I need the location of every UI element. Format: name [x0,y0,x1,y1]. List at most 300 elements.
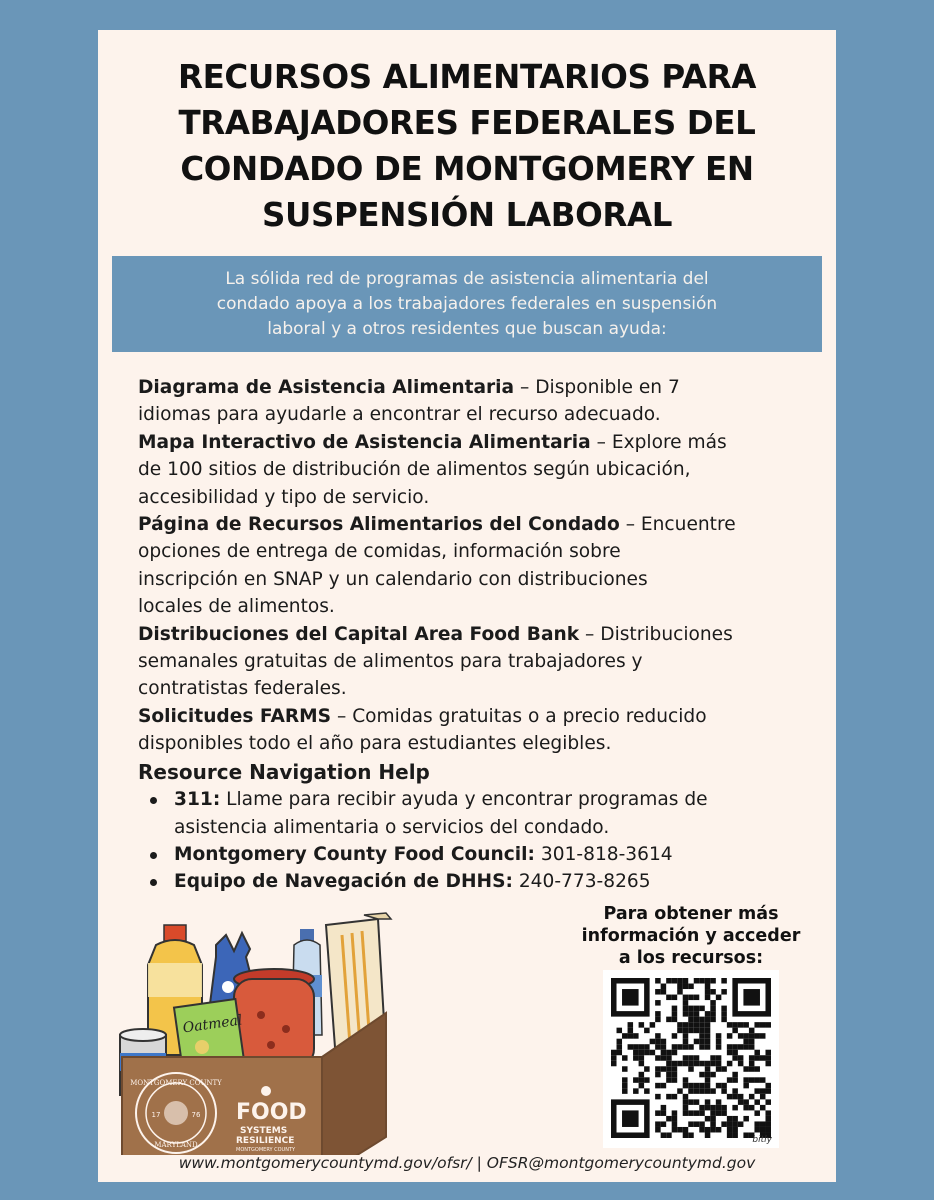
qr-module [743,1105,749,1111]
qr-code[interactable] [603,970,779,1148]
qr-module [633,1055,639,1061]
qr-module [765,1110,771,1116]
qr-module [655,1127,661,1133]
qr-module [683,995,689,1001]
qr-module [716,1044,722,1050]
qr-module [732,1028,738,1034]
qr-module [655,1000,661,1006]
qr-module [694,1028,700,1034]
qr-module [727,1077,733,1083]
qr-module [683,978,689,984]
resource-item [138,621,818,703]
qr-module [705,1022,711,1028]
qr-module [694,1088,700,1094]
qr-module [688,1061,694,1067]
qr-module [672,978,678,984]
qr-module [688,1110,694,1116]
qr-module [694,1121,700,1127]
qr-module [655,1017,661,1023]
qr-module [677,984,683,990]
qr-module [672,1077,678,1083]
qr-module [633,1077,639,1083]
qr-module [721,1066,727,1072]
qr-module [622,1088,628,1094]
qr-module [732,1044,738,1050]
qr-module [688,1028,694,1034]
qr-module [743,1132,749,1138]
qr-module [760,1088,766,1094]
help-text: Llame para recibir ayuda y encontrar programas de [220,789,708,811]
seal-bottom-text: MARYLAND [154,1141,198,1149]
qr-module [721,1017,727,1023]
qr-module [633,1044,639,1050]
qr-module [727,1033,733,1039]
qr-module [699,1088,705,1094]
qr-module [754,1099,760,1105]
qr-module [688,1083,694,1089]
qr-module [738,1121,744,1127]
qr-module [721,1121,727,1127]
qr-module [743,1039,749,1045]
qr-module [705,989,711,995]
help-text-line: asistencia alimentaria o servicios del condado. [174,816,610,838]
qr-module [743,1066,749,1072]
help-phone[interactable]: 240-773-8265 [512,871,651,893]
qr-module [705,1077,711,1083]
seal-year-left: 17 [151,1111,161,1119]
qr-module [699,1105,705,1111]
qr-module [710,1105,716,1111]
footer-contact[interactable]: www.montgomerycountymd.gov/ofsr/ | OFSR@montgomerycountymd.gov [178,1154,756,1172]
qr-module [749,1061,755,1067]
resource-name[interactable]: Mapa Interactivo de Asistencia Alimentaria [138,431,591,453]
qr-module [705,1127,711,1133]
qr-module [765,1088,771,1094]
qr-module [672,1066,678,1072]
qr-module [661,1121,667,1127]
resource-desc-line: contratistas federales. [138,678,347,700]
qr-module [716,1055,722,1061]
qr-module [743,1116,749,1122]
qr-module [683,984,689,990]
resource-desc-line: accesibilidad y tipo de servicio. [138,486,430,508]
qr-module [666,1061,672,1067]
qr-module [644,1044,650,1050]
qr-module [699,1033,705,1039]
logo-sub: MONTGOMERY COUNTY [236,1147,296,1153]
qr-module [727,1121,733,1127]
qr-module [683,1011,689,1017]
qr-module [694,1099,700,1105]
qr-module [628,1022,634,1028]
qr-module [727,1116,733,1122]
qr-module [699,978,705,984]
qr-module [732,1094,738,1100]
qr-module [683,1055,689,1061]
qr-module [683,1033,689,1039]
qr-module [727,1127,733,1133]
qr-module [754,1077,760,1083]
qr-module [639,1022,645,1028]
qr-module [765,1116,771,1122]
qr-module [760,1077,766,1083]
qr-module [683,1000,689,1006]
qr-module [699,1072,705,1078]
resource-name[interactable]: Distribuciones del Capital Area Food Bank [138,623,580,645]
help-label: Equipo de Navegación de DHHS: [174,871,513,893]
qr-module [743,1022,749,1028]
qr-module [721,1105,727,1111]
oatmeal-label: Oatmeal [181,1012,244,1037]
qr-module [705,1011,711,1017]
qr-module [710,1121,716,1127]
qr-module [661,1066,667,1072]
qr-module [727,1094,733,1100]
qr-module [639,1055,645,1061]
qr-module [633,1033,639,1039]
qr-module [688,1121,694,1127]
qr-module [639,1044,645,1050]
help-item [138,868,818,895]
qr-module [666,1017,672,1023]
qr-module [666,1116,672,1122]
qr-module [683,1105,689,1111]
qr-module [655,1072,661,1078]
qr-module [710,1072,716,1078]
qr-module [716,1039,722,1045]
help-list [138,786,818,896]
qr-module [699,1017,705,1023]
title-line: TRABAJADORES FEDERALES DEL [178,104,756,142]
qr-module [760,1094,766,1100]
qr-module [705,984,711,990]
resource-item [138,511,818,621]
qr-module [743,1077,749,1083]
qr-module [688,995,694,1001]
qr-module [749,1033,755,1039]
qr-module [754,1121,760,1127]
qr-module [760,1105,766,1111]
qr-module [622,1083,628,1089]
qr-module [661,1044,667,1050]
qr-module [710,1116,716,1122]
resource-desc-line: de 100 sitios de distribución de alimentos según ubicación, [138,459,691,481]
qr-module [639,1072,645,1078]
qr-module [699,1006,705,1012]
qr-module [661,984,667,990]
qr-module [705,1099,711,1105]
qr-module [688,1011,694,1017]
qr-module [650,1022,656,1028]
qr-module [666,995,672,1001]
qr-module [705,978,711,984]
qr-module [677,989,683,995]
qr-module [661,1132,667,1138]
qr-module [672,1116,678,1122]
qr-module [754,1055,760,1061]
title-line: CONDADO DE MONTGOMERY EN [180,150,754,188]
qr-module [749,1039,755,1045]
qr-module [672,1121,678,1127]
qr-module [727,1061,733,1067]
qr-module [710,1017,716,1023]
qr-module [622,1066,628,1072]
qr-module [672,1072,678,1078]
resource-item [138,429,818,511]
qr-module [633,1088,639,1094]
qr-module [672,1044,678,1050]
qr-module [705,1072,711,1078]
qr-module [743,1044,749,1050]
qr-module [732,1055,738,1061]
resource-list [138,374,818,896]
page-title [98,54,836,238]
qr-module [716,1066,722,1072]
qr-module [721,978,727,984]
qr-module [705,1033,711,1039]
qr-module [644,1066,650,1072]
qr-module [644,1050,650,1056]
qr-brand: bitly [752,1135,772,1145]
qr-module [754,1066,760,1072]
qr-module [655,1044,661,1050]
qr-module [754,1033,760,1039]
resource-desc: – Explore más [590,431,727,453]
qr-module [666,1050,672,1056]
qr-module [732,1105,738,1111]
qr-module [655,1094,661,1100]
qr-module [666,1072,672,1078]
qr-module [672,995,678,1001]
qr-module [661,1055,667,1061]
qr-module [716,1033,722,1039]
qr-module [683,1083,689,1089]
qr-module [622,989,639,1006]
qr-module [666,1132,672,1138]
qr-module [688,984,694,990]
qr-module [721,1110,727,1116]
qr-module [765,1099,771,1105]
qr-caption-line: Para obtener más [603,904,779,924]
qr-module [666,1077,672,1083]
qr-module [694,1006,700,1012]
qr-module [639,1050,645,1056]
qr-module [655,1121,661,1127]
resource-desc: – Disponible en 7 [514,377,680,398]
qr-module [760,1127,766,1133]
title-line: RECURSOS ALIMENTARIOS PARA [178,58,756,96]
qr-module [705,1132,711,1138]
qr-module [683,1044,689,1050]
qr-module [661,1083,667,1089]
resource-name[interactable]: Página de Recursos Alimentarios del Condado [138,514,620,536]
qr-module [683,1061,689,1067]
qr-module [672,1050,678,1056]
qr-module [732,1132,738,1138]
qr-module [694,1061,700,1067]
qr-module [677,978,683,984]
qr-module [683,1127,689,1133]
qr-module [754,1022,760,1028]
qr-module [655,978,661,984]
qr-module [683,1039,689,1045]
qr-module [622,1077,628,1083]
qr-module [710,1110,716,1116]
qr-module [688,1055,694,1061]
qr-module [683,1077,689,1083]
qr-module [765,1083,771,1089]
resource-name[interactable]: Solicitudes FARMS [138,705,332,727]
qr-module [677,1127,683,1133]
qr-module [617,1039,623,1045]
title-line: SUSPENSIÓN LABORAL [261,196,673,234]
qr-module [699,1083,705,1089]
qr-module [732,1050,738,1056]
jar-icon [234,969,314,1067]
qr-module [710,1088,716,1094]
qr-module [655,1055,661,1061]
qr-module [749,1066,755,1072]
qr-module [705,1061,711,1067]
qr-module [743,989,760,1006]
qr-module [688,1017,694,1023]
qr-module [672,1061,678,1067]
qr-module [716,1061,722,1067]
qr-module [710,1127,716,1133]
qr-module [721,1083,727,1089]
qr-module [666,1055,672,1061]
qr-module [699,1039,705,1045]
help-label: 311: [174,789,221,811]
qr-module [732,1121,738,1127]
qr-module [749,1044,755,1050]
qr-module [672,1094,678,1100]
qr-module [738,1055,744,1061]
qr-module [661,1050,667,1056]
qr-module [644,1088,650,1094]
qr-module [683,1006,689,1012]
qr-module [705,1039,711,1045]
qr-module [738,1022,744,1028]
qr-module [694,978,700,984]
qr-module [688,1088,694,1094]
qr-module [672,1110,678,1116]
qr-module [688,1006,694,1012]
qr-module [655,1066,661,1072]
qr-caption-line: a los recursos: [618,948,764,968]
qr-module [639,1083,645,1089]
qr-module [743,1033,749,1039]
qr-module [732,1077,738,1083]
help-phone[interactable]: 301-818-3614 [535,843,673,865]
qr-module [655,989,661,995]
qr-module [617,1050,623,1056]
flyer-card [98,30,836,1182]
qr-module [655,1011,661,1017]
qr-module [628,1033,634,1039]
qr-module [672,1127,678,1133]
qr-module [688,1132,694,1138]
qr-module [749,1077,755,1083]
qr-module [672,1033,678,1039]
resource-desc-line: locales de alimentos. [138,596,335,618]
qr-module [765,1055,771,1061]
qr-module [639,1061,645,1067]
qr-module [611,1050,617,1056]
resource-item [138,374,818,429]
qr-module [754,1127,760,1133]
qr-caption-line: información y acceder [581,926,801,946]
qr-module [710,1000,716,1006]
qr-module [760,1033,766,1039]
resource-desc-line: opciones de entrega de comidas, información sobre [138,541,621,563]
qr-module [749,1055,755,1061]
resource-name[interactable]: Diagrama de Asistencia Alimentaria [138,377,515,398]
help-heading: Resource Navigation Help [138,759,430,784]
qr-module [694,995,700,1001]
qr-module [694,1039,700,1045]
resource-desc-line: semanales gratuitas de alimentos para trabajadores y [138,651,643,673]
qr-module [732,1127,738,1133]
qr-module [694,1022,700,1028]
qr-module [699,1028,705,1034]
qr-module [732,1022,738,1028]
qr-module [666,978,672,984]
qr-module [765,1121,771,1127]
qr-module [732,1116,738,1122]
qr-module [705,1088,711,1094]
qr-module [705,1044,711,1050]
qr-module [661,989,667,995]
qr-module [688,1044,694,1050]
qr-module [754,1110,760,1116]
qr-module [655,1039,661,1045]
qr-module [710,1006,716,1012]
qr-module [688,1099,694,1105]
qr-module [705,1066,711,1072]
resource-desc-line: disponibles todo el año para estudiantes elegibles. [138,733,612,755]
qr-module [710,1055,716,1061]
qr-module [727,1044,733,1050]
intro-line: La sólida red de programas de asistencia alimentaria del [225,269,709,289]
help-item [138,841,818,868]
qr-module [738,1044,744,1050]
seal-top-text: MONTGOMERY COUNTY [130,1079,222,1087]
qr-module [738,1094,744,1100]
qr-module [672,1017,678,1023]
seal-year-right: 76 [191,1111,201,1119]
qr-module [611,1055,617,1061]
food-box-illustration [116,905,416,1155]
qr-module [716,1083,722,1089]
qr-module [677,1022,683,1028]
help-item [138,786,818,841]
intro-line: laboral y a otros residentes que buscan ayuda: [267,319,667,339]
qr-module [765,1127,771,1133]
qr-module [622,1110,639,1127]
qr-module [655,1110,661,1116]
qr-module [749,1028,755,1034]
qr-module [716,995,722,1001]
qr-module [716,1127,722,1133]
qr-module [721,1011,727,1017]
qr-module [705,1017,711,1023]
qr-module [760,1121,766,1127]
qr-module [699,1121,705,1127]
logo-systems: SYSTEMS [240,1126,288,1136]
qr-module [749,1094,755,1100]
qr-module [628,1044,634,1050]
